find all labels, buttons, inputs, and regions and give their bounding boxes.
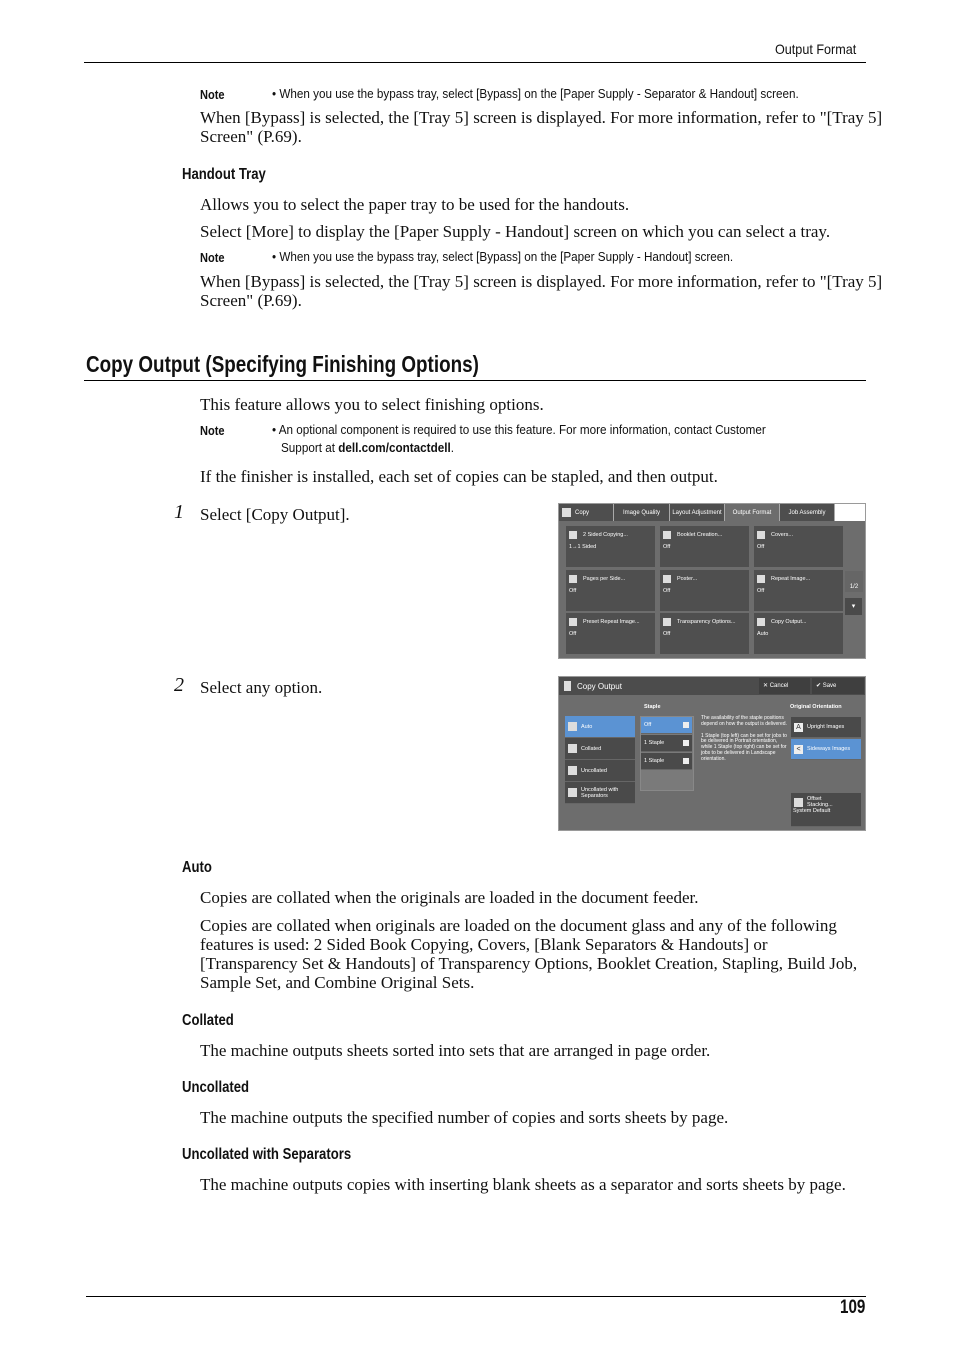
copy-output-icon xyxy=(564,681,571,691)
option-label: 1 Staple xyxy=(644,740,665,746)
note-text: • An optional component is required to use this feature. For more information, contact Customer xyxy=(272,422,766,437)
paragraph: When [Bypass] is selected, the [Tray 5] screen is displayed. For more information, refer to "[Tray 5] xyxy=(200,108,883,127)
paragraph: Allows you to select the paper tray to be used for the handouts. xyxy=(200,195,630,214)
note-label: Note xyxy=(200,87,225,102)
note-label: Note xyxy=(200,423,225,438)
tile-title: Pages per Side... xyxy=(583,576,626,582)
staple-position-icon xyxy=(683,722,689,728)
orientation-label: Original Orientation xyxy=(790,704,842,710)
feature-icon xyxy=(663,531,671,539)
tile-value: Off xyxy=(569,588,577,594)
feature-tile[interactable] xyxy=(754,570,843,611)
screen-title: Copy Output xyxy=(577,682,622,691)
paragraph: Screen" (P.69). xyxy=(200,127,302,146)
page-number: 109 xyxy=(840,1297,866,1318)
paragraph: The machine outputs the specified number of copies and sorts sheets by page. xyxy=(200,1108,729,1127)
feature-tile[interactable] xyxy=(660,526,749,567)
note-label: Note xyxy=(200,250,225,265)
option-label: Uncollated xyxy=(581,767,607,774)
info-text: 1 Staple (top left) can be set for jobs to be delivered in Portrait orientation, while 1 Staple (top right) can be set for jobs to be delivered in Landscape orientation. xyxy=(701,732,787,762)
collate-icon xyxy=(568,766,577,775)
tab-layout-adjustment[interactable]: Layout Adjustment xyxy=(670,504,725,521)
tab-job-assembly[interactable]: Job Assembly xyxy=(780,504,835,521)
step-number: 1 xyxy=(174,501,184,523)
paragraph: Select [More] to display the [Paper Supply - Handout] screen on which you can select a tray. xyxy=(200,222,831,241)
note-text: • When you use the bypass tray, select [Bypass] on the [Paper Supply - Separator & Handout] screen. xyxy=(272,86,799,101)
option-label: Auto xyxy=(581,723,593,730)
sideways-images-button[interactable] xyxy=(791,739,861,760)
offset-stacking-button[interactable] xyxy=(791,793,861,827)
mode-option[interactable] xyxy=(565,760,635,782)
tab-image-quality[interactable]: Image Quality xyxy=(614,504,670,521)
staple-position-icon xyxy=(683,740,689,746)
tile-title: Covers... xyxy=(771,532,794,538)
staple-option[interactable] xyxy=(641,753,692,770)
tile-value: Off xyxy=(663,631,671,637)
tile-value: Off xyxy=(663,544,671,550)
feature-icon xyxy=(757,531,765,539)
option-label: 1 Staple xyxy=(644,758,665,764)
section-rule xyxy=(84,380,866,381)
tile-value: Off xyxy=(663,588,671,594)
scroll-down-button[interactable]: ▾ xyxy=(845,598,862,615)
feature-icon xyxy=(757,575,765,583)
feature-tile[interactable] xyxy=(566,526,655,567)
mode-option[interactable] xyxy=(565,716,635,738)
tile-title: Repeat Image... xyxy=(771,576,811,582)
option-label: Upright Images xyxy=(807,724,845,730)
paragraph: This feature allows you to select finishing options. xyxy=(200,395,544,414)
collate-icon xyxy=(568,744,577,753)
staple-label: Staple xyxy=(644,704,661,710)
staple-option[interactable] xyxy=(641,735,692,752)
upright-icon: A xyxy=(794,723,803,732)
paragraph: The machine outputs sheets sorted into sets that are arranged in page order. xyxy=(200,1041,711,1060)
feature-icon xyxy=(569,531,577,539)
tile-value: Off xyxy=(757,588,765,594)
section-title: Copy Output (Specifying Finishing Options) xyxy=(86,351,479,377)
page-indicator: 1/2 xyxy=(849,584,859,590)
cancel-button[interactable]: ✕ Cancel xyxy=(759,678,810,694)
save-label: Save xyxy=(822,683,837,689)
feature-tile[interactable] xyxy=(754,526,843,567)
staple-position-icon xyxy=(683,758,689,764)
paragraph: The machine outputs copies with inserting blank sheets as a separator and sorts sheets by page. xyxy=(200,1175,846,1194)
feature-tile[interactable] xyxy=(660,613,749,654)
screenshot-copy-output xyxy=(558,676,866,831)
mode-option[interactable] xyxy=(565,738,635,760)
copy-icon xyxy=(562,508,571,517)
feature-icon xyxy=(569,575,577,583)
tile-value: 1→1 Sided xyxy=(569,544,597,550)
info-text: The availability of the staple positions depend on how the output is delivered. xyxy=(701,715,787,727)
offset-icon xyxy=(794,798,803,807)
running-header: Output Format xyxy=(775,41,857,57)
option-label: Sideways Images xyxy=(807,746,851,752)
tile-title: Copy Output... xyxy=(771,619,807,625)
tile-title: Poster... xyxy=(677,576,698,582)
step-text: Select [Copy Output]. xyxy=(200,505,350,524)
tile-value: Off xyxy=(569,631,577,637)
collate-icon xyxy=(568,788,577,797)
paragraph: If the finisher is installed, each set of copies can be stapled, and then output. xyxy=(200,467,718,486)
staple-option[interactable] xyxy=(641,717,692,734)
tile-value: Auto xyxy=(757,631,769,637)
mode-option[interactable] xyxy=(565,782,635,804)
staple-info xyxy=(701,716,789,763)
feature-tile[interactable] xyxy=(754,613,843,654)
tile-value: Off xyxy=(757,544,765,550)
tile-title: Preset Repeat Image... xyxy=(583,619,640,625)
option-heading: Uncollated xyxy=(182,1079,250,1096)
screenshot-output-format xyxy=(558,503,866,659)
header-rule xyxy=(84,62,866,63)
paragraph: Copies are collated when the originals are loaded in the document feeder. xyxy=(200,888,699,907)
option-heading: Auto xyxy=(182,859,212,876)
option-heading: Collated xyxy=(182,1012,234,1029)
option-label: Uncollated with Separators xyxy=(581,786,619,799)
step-number: 2 xyxy=(174,674,184,696)
paragraph: When [Bypass] is selected, the [Tray 5] screen is displayed. For more information, refer to "[Tray 5] xyxy=(200,272,883,291)
feature-icon xyxy=(663,618,671,626)
feature-icon xyxy=(569,618,577,626)
contact-link[interactable]: dell.com/contactdell xyxy=(338,440,451,455)
upright-images-button[interactable] xyxy=(791,717,861,738)
option-label: Off xyxy=(644,722,652,728)
option-label: Collated xyxy=(581,745,602,752)
note-text-part: . xyxy=(450,440,454,455)
save-button[interactable]: ✔ Save xyxy=(812,678,864,694)
footer-rule xyxy=(86,1296,866,1297)
collate-icon xyxy=(568,722,577,731)
feature-tile[interactable] xyxy=(566,570,655,611)
tab-copy[interactable] xyxy=(559,504,614,521)
tab-blank xyxy=(835,504,866,521)
step-text: Select any option. xyxy=(200,678,323,697)
feature-icon xyxy=(757,618,765,626)
note-text xyxy=(281,439,454,457)
tile-title: Booklet Creation... xyxy=(677,532,723,538)
option-value: System Default xyxy=(793,808,831,814)
tab-output-format[interactable]: Output Format xyxy=(725,504,780,521)
option-heading: Uncollated with Separators xyxy=(182,1146,352,1163)
heading-handout-tray: Handout Tray xyxy=(182,166,266,183)
feature-tile[interactable] xyxy=(566,613,655,654)
cancel-label: Cancel xyxy=(769,683,789,689)
option-label: Offset Stacking... xyxy=(807,796,833,808)
note-text: • When you use the bypass tray, select [Bypass] on the [Paper Supply - Handout] screen. xyxy=(272,249,734,264)
feature-tile[interactable] xyxy=(660,570,749,611)
paragraph: Screen" (P.69). xyxy=(200,291,302,310)
tile-title: 2 Sided Copying... xyxy=(583,532,628,538)
tile-title: Transparency Options... xyxy=(677,619,736,625)
sideways-icon: < xyxy=(794,745,803,754)
feature-icon xyxy=(663,575,671,583)
note-text-part: Support at xyxy=(281,440,339,455)
paragraph: Copies are collated when originals are loaded on the document glass and any of the following features is used: 2 Sided Book Copying, Covers, [Blank Separators & Handouts] or [Transparency Set & Handouts] of Transparency Options, Booklet Creation, Stapling, Build Job, Sample Set, and Combine Original Sets. xyxy=(200,916,858,992)
tab-label: Copy xyxy=(575,509,590,516)
